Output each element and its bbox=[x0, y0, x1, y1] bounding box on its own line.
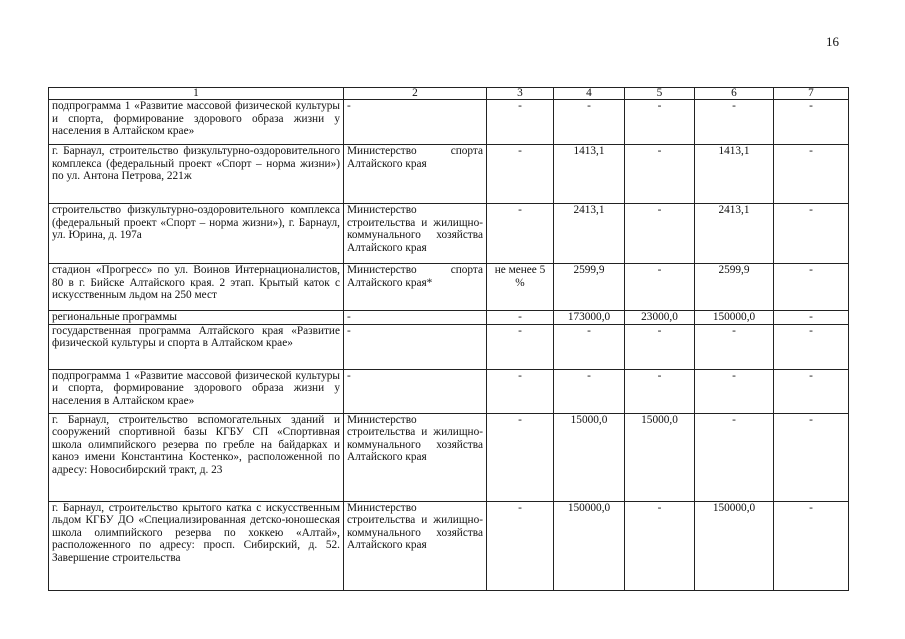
cell-value-5: 23000,0 bbox=[625, 311, 695, 325]
cell-value-7: - bbox=[774, 264, 849, 311]
cell-value-5: - bbox=[625, 264, 695, 311]
cell-value-5: - bbox=[625, 369, 695, 413]
col-header-1: 1 bbox=[49, 88, 344, 100]
col-header-7: 7 bbox=[774, 88, 849, 100]
cell-customer: Министерство строительства и жилищно-коммунального хозяйства Алтайского края bbox=[344, 204, 487, 264]
cell-customer: Министерство строительства и жилищно-коммунального хозяйства Алтайского края bbox=[344, 413, 487, 501]
cell-cofinancing: - bbox=[487, 204, 554, 264]
cell-value-6: 150000,0 bbox=[695, 311, 774, 325]
cell-object: государственная программа Алтайского края «Развитие физической культуры и спорта в Алтайском крае» bbox=[49, 324, 344, 369]
cell-cofinancing: - bbox=[487, 413, 554, 501]
header-row bbox=[49, 88, 849, 100]
table-row bbox=[49, 413, 849, 501]
cell-value-6: 2599,9 bbox=[695, 264, 774, 311]
cell-customer: Министерство спорта Алтайского края bbox=[344, 145, 487, 204]
cell-value-7: - bbox=[774, 324, 849, 369]
cell-total: 2599,9 bbox=[554, 264, 625, 311]
cell-total: 2413,1 bbox=[554, 204, 625, 264]
cell-total: 150000,0 bbox=[554, 501, 625, 590]
table-row bbox=[49, 311, 849, 325]
cell-cofinancing: - bbox=[487, 369, 554, 413]
cell-total: - bbox=[554, 100, 625, 145]
table-row bbox=[49, 501, 849, 590]
table-row bbox=[49, 145, 849, 204]
col-header-4: 4 bbox=[554, 88, 625, 100]
col-header-6: 6 bbox=[695, 88, 774, 100]
cell-cofinancing: - bbox=[487, 311, 554, 325]
cell-object: г. Барнаул, строительство физкультурно-оздоровительного комплекса (федеральный проект «Спорт – норма жизни») по ул. Антона Петрова, 221ж bbox=[49, 145, 344, 204]
col-header-3: 3 bbox=[487, 88, 554, 100]
cell-customer: Министерство строительства и жилищно-коммунального хозяйства Алтайского края bbox=[344, 501, 487, 590]
table-row bbox=[49, 324, 849, 369]
cell-cofinancing: - bbox=[487, 501, 554, 590]
cell-cofinancing: - bbox=[487, 324, 554, 369]
cell-value-7: - bbox=[774, 369, 849, 413]
cell-value-5: 15000,0 bbox=[625, 413, 695, 501]
cell-object: стадион «Прогресс» по ул. Воинов Интернационалистов, 80 в г. Бийске Алтайского края. 2 этап. Крытый каток с искусственным льдом на 250 мест bbox=[49, 264, 344, 311]
cell-value-7: - bbox=[774, 145, 849, 204]
cell-value-6: - bbox=[695, 413, 774, 501]
cell-value-5: - bbox=[625, 145, 695, 204]
cell-total: 15000,0 bbox=[554, 413, 625, 501]
table-row bbox=[49, 369, 849, 413]
cell-value-6: - bbox=[695, 369, 774, 413]
cell-total: 1413,1 bbox=[554, 145, 625, 204]
cell-value-6: 1413,1 bbox=[695, 145, 774, 204]
cell-cofinancing: - bbox=[487, 100, 554, 145]
page-number: 16 bbox=[826, 34, 839, 49]
cell-value-7: - bbox=[774, 311, 849, 325]
cell-value-6: - bbox=[695, 324, 774, 369]
cell-cofinancing: - bbox=[487, 145, 554, 204]
cell-value-5: - bbox=[625, 324, 695, 369]
cell-customer: - bbox=[344, 324, 487, 369]
cell-customer: Министерство спорта Алтайского края* bbox=[344, 264, 487, 311]
table-row bbox=[49, 100, 849, 145]
cell-object: г. Барнаул, строительство вспомогательных зданий и сооружений спортивной базы КГБУ СП «Спортивная школа олимпийского резерва по гребле на байдарках и каноэ имени Константина Костенко», расположенной по адресу: Новосибирский тракт, д. 23 bbox=[49, 413, 344, 501]
col-header-5: 5 bbox=[625, 88, 695, 100]
cell-value-6: - bbox=[695, 100, 774, 145]
cell-total: 173000,0 bbox=[554, 311, 625, 325]
cell-customer: - bbox=[344, 369, 487, 413]
cell-value-5: - bbox=[625, 501, 695, 590]
cell-total: - bbox=[554, 324, 625, 369]
cell-value-7: - bbox=[774, 501, 849, 590]
col-header-2: 2 bbox=[344, 88, 487, 100]
cell-customer: - bbox=[344, 100, 487, 145]
table-row bbox=[49, 264, 849, 311]
cell-value-7: - bbox=[774, 100, 849, 145]
cell-value-7: - bbox=[774, 413, 849, 501]
cell-object: региональные программы bbox=[49, 311, 344, 325]
table-row bbox=[49, 204, 849, 264]
cell-object: подпрограмма 1 «Развитие массовой физической культуры и спорта, формирование здорового образа жизни у населения в Алтайском крае» bbox=[49, 369, 344, 413]
cell-object: г. Барнаул, строительство крытого катка с искусственным льдом КГБУ ДО «Специализированная детско-юношеская школа олимпийского резерва по хоккею «Алтай», расположенного по адресу: просп. Сибирский, д. 52. Завершение строительства bbox=[49, 501, 344, 590]
funding-table bbox=[48, 87, 849, 591]
cell-value-6: 150000,0 bbox=[695, 501, 774, 590]
cell-value-6: 2413,1 bbox=[695, 204, 774, 264]
cell-cofinancing: не менее 5 % bbox=[487, 264, 554, 311]
cell-customer: - bbox=[344, 311, 487, 325]
cell-value-7: - bbox=[774, 204, 849, 264]
cell-value-5: - bbox=[625, 204, 695, 264]
cell-object: подпрограмма 1 «Развитие массовой физической культуры и спорта, формирование здорового образа жизни у населения в Алтайском крае» bbox=[49, 100, 344, 145]
cell-value-5: - bbox=[625, 100, 695, 145]
cell-total: - bbox=[554, 369, 625, 413]
cell-object: строительство физкультурно-оздоровительного комплекса (федеральный проект «Спорт – норма жизни»), г. Барнаул, ул. Юрина, д. 197а bbox=[49, 204, 344, 264]
